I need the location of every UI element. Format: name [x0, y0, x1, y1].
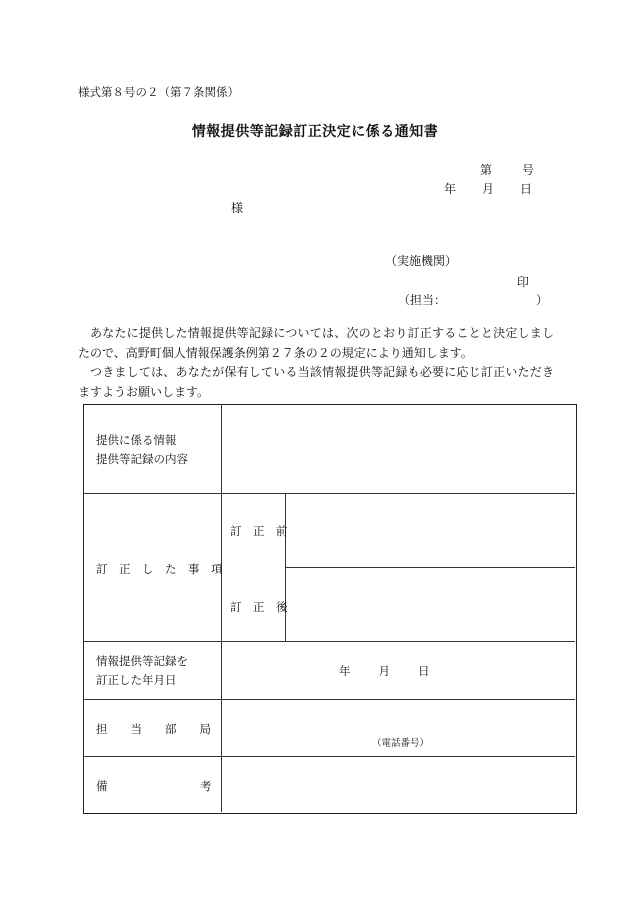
notice-paragraph-1: あなたに提供した情報提供等記録については、次のとおり訂正することと決定しましたので、高野町個人情報保護条例第２７条の２の規定により通知します。 — [78, 326, 554, 360]
row-divider — [84, 641, 575, 642]
row-label-record-content: 提供に係る情報 提供等記録の内容 — [96, 433, 188, 466]
document-date-line — [444, 180, 532, 197]
date-month: 月 — [482, 182, 495, 196]
notice-body — [78, 324, 554, 402]
seal-mark: 印 — [517, 275, 530, 289]
agency-label: （実施機関） — [385, 254, 458, 268]
row-label-correction-date: 情報提供等記録を 訂正した年月日 — [96, 654, 188, 687]
sub-label-before-correction: 訂 正 前 — [230, 524, 288, 538]
sub-row-divider — [285, 567, 575, 568]
staff-line — [398, 291, 548, 308]
correction-table — [83, 404, 577, 814]
column-divider — [221, 405, 222, 812]
correction-date-month: 月 — [378, 664, 390, 678]
date-year: 年 — [444, 182, 457, 196]
number-suffix: 号 — [522, 163, 535, 177]
correction-date-day: 日 — [418, 664, 430, 678]
correction-date-field[interactable] — [339, 663, 430, 679]
staff-close: ） — [536, 293, 549, 307]
row-divider — [84, 756, 575, 757]
document-number-line — [480, 161, 534, 178]
row-label-corrected-items: 訂 正 し た 事 項 — [96, 562, 223, 576]
form-number: 様式第８号の２（第７条関係） — [78, 85, 239, 99]
sub-label-after-correction: 訂 正 後 — [230, 600, 288, 614]
before-correction-field[interactable] — [288, 496, 572, 565]
row-label-remarks-right: 考 — [200, 779, 212, 793]
notice-paragraph-2: つきましては、あなたが保有している当該情報提供等記録も必要に応じ訂正いただきますようお願いします。 — [78, 365, 554, 399]
staff-label: （担当： — [398, 293, 447, 307]
record-content-field[interactable] — [224, 409, 572, 491]
remarks-field[interactable] — [224, 759, 572, 809]
addressee-suffix: 様 — [231, 201, 244, 215]
correction-date-year: 年 — [339, 664, 351, 678]
phone-number-label: （電話番号） — [372, 738, 430, 749]
date-day: 日 — [520, 182, 533, 196]
number-prefix: 第 — [480, 163, 493, 177]
sub-column-divider — [285, 493, 286, 641]
row-divider — [84, 493, 575, 494]
document-title: 情報提供等記録訂正決定に係る通知書 — [191, 124, 439, 140]
row-label-remarks-left: 備 — [96, 779, 108, 793]
row-divider — [84, 699, 575, 700]
row-label-department: 担 当 部 局 — [96, 722, 211, 736]
after-correction-field[interactable] — [288, 570, 572, 639]
